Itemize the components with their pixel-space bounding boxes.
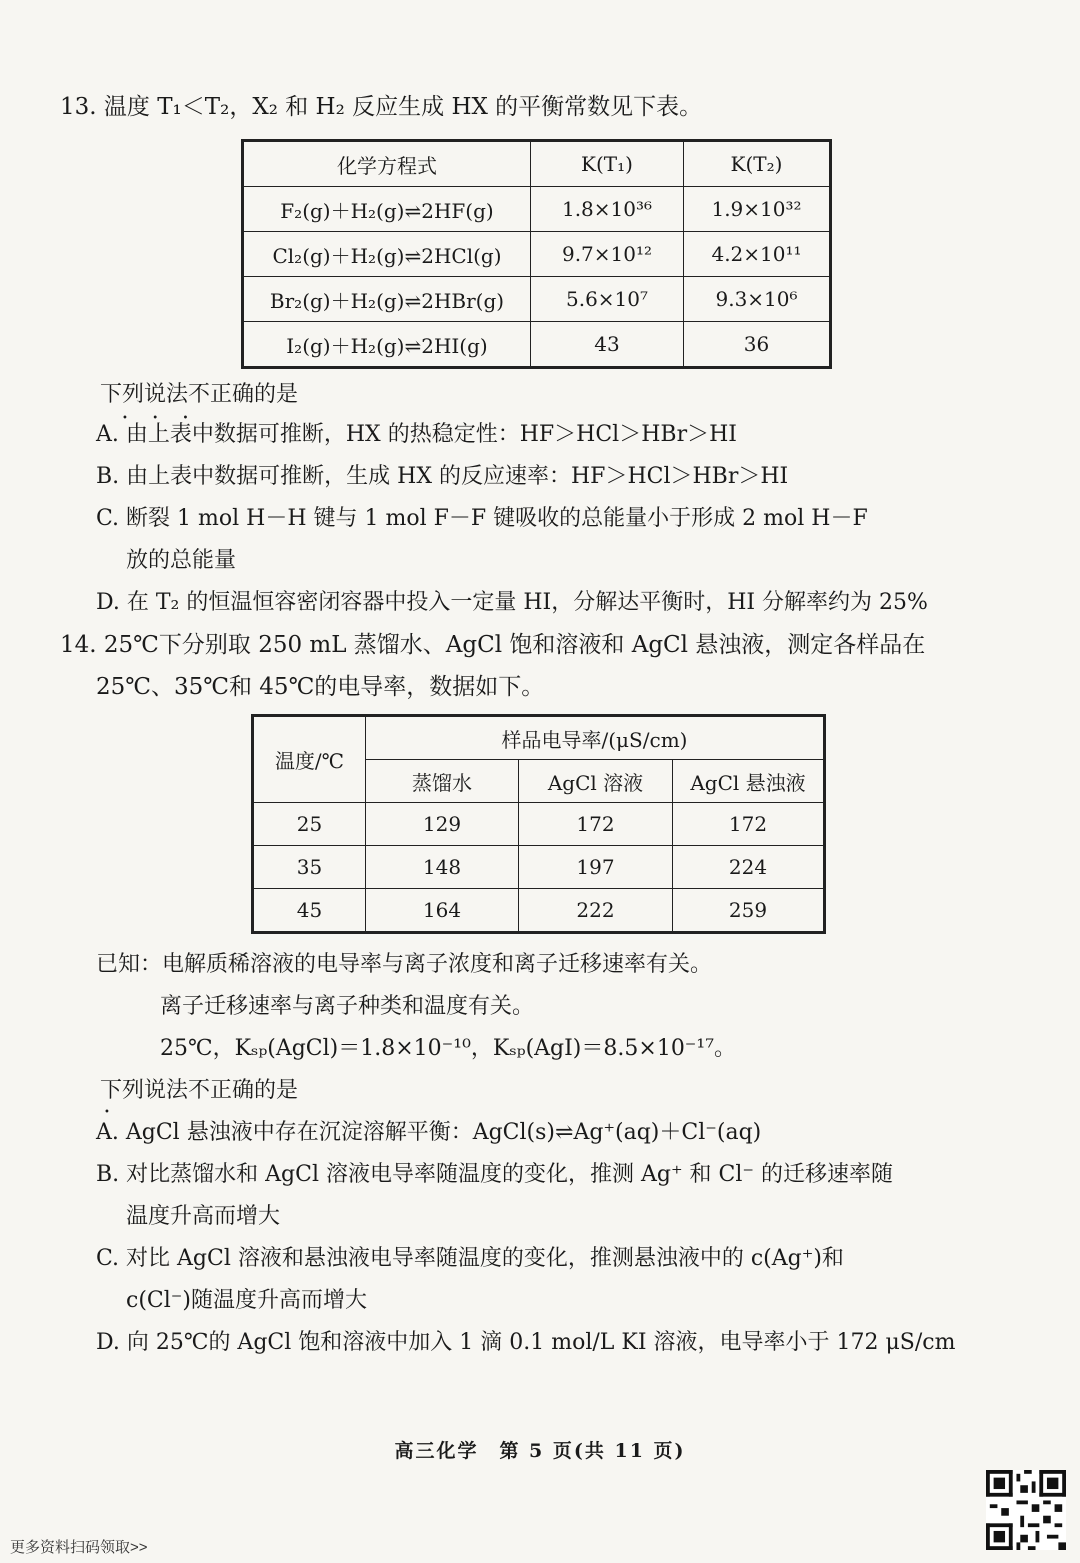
value-cell: 172 — [673, 803, 825, 846]
table-row — [243, 322, 831, 368]
value-cell: 222 — [519, 889, 673, 933]
q13-option-c-line2: 放的总能量 — [126, 548, 237, 573]
q14-prompt: 下列说法不正确的是 • — [100, 1076, 298, 1106]
k-t1-cell: 43 — [531, 322, 684, 368]
header-k-t1: K(T₁) — [531, 141, 684, 187]
qr-code-icon[interactable] — [986, 1470, 1066, 1550]
q14-option-b-line2: 温度升高而增大 — [126, 1204, 281, 1229]
temperature-cell: 45 — [253, 889, 366, 933]
value-cell: 148 — [366, 846, 519, 889]
table-row — [243, 187, 831, 232]
value-cell: 172 — [519, 803, 673, 846]
q13-table — [241, 139, 832, 369]
equation-cell: I₂(g)＋H₂(g)⇌2HI(g) — [243, 322, 531, 368]
table-header-row — [253, 716, 825, 760]
q13-option-b: B. 由上表中数据可推断，生成 HX 的反应速率：HF＞HCl＞HBr＞HI — [96, 464, 789, 489]
q14-option-a: A. AgCl 悬浊液中存在沉淀溶解平衡：AgCl(s)⇌Ag⁺(aq)＋Cl⁻(aq) — [96, 1120, 762, 1145]
k-t1-cell: 9.7×10¹² — [531, 232, 684, 277]
header-equation: 化学方程式 — [243, 141, 531, 187]
k-t2-cell: 36 — [684, 322, 831, 368]
value-cell: 224 — [673, 846, 825, 889]
table-row — [253, 889, 825, 933]
q14-option-c-line1: C. 对比 AgCl 溶液和悬浊液电导率随温度的变化，推测悬浊液中的 c(Ag⁺)和 — [96, 1246, 844, 1271]
q13-title: 13. 温度 T₁＜T₂，X₂ 和 H₂ 反应生成 HX 的平衡常数见下表。 — [60, 94, 703, 120]
q13-option-d: D. 在 T₂ 的恒温恒容密闭容器中投入一定量 HI，分解达平衡时，HI 分解率约为 25% — [96, 590, 928, 615]
q14-known-line2: 离子迁移速率与离子种类和温度有关。 — [160, 994, 535, 1019]
k-t1-cell: 5.6×10⁷ — [531, 277, 684, 322]
header-agcl-suspension: AgCl 悬浊液 — [673, 760, 825, 803]
q14-known-line1: 已知：电解质稀溶液的电导率与离子浓度和离子迁移速率有关。 — [96, 952, 713, 977]
equation-cell: Cl₂(g)＋H₂(g)⇌2HCl(g) — [243, 232, 531, 277]
q14-title-line1: 14. 25℃下分别取 250 mL 蒸馏水、AgCl 饱和溶液和 AgCl 悬浊液，测定各样品在 — [60, 632, 926, 658]
table-row — [243, 232, 831, 277]
header-temperature: 温度/℃ — [253, 716, 366, 803]
table-row — [243, 277, 831, 322]
q14-known-line3: 25℃，Kₛₚ(AgCl)＝1.8×10⁻¹⁰，Kₛₚ(AgI)＝8.5×10⁻¹⁷。 — [160, 1036, 737, 1061]
q14-option-b-line1: B. 对比蒸馏水和 AgCl 溶液电导率随温度的变化，推测 Ag⁺ 和 Cl⁻ 的迁移速率随 — [96, 1162, 894, 1187]
q14-option-c-line2: c(Cl⁻)随温度升高而增大 — [126, 1288, 367, 1313]
q14-title-line2: 25℃、35℃和 45℃的电导率，数据如下。 — [96, 674, 545, 700]
header-conductivity-group: 样品电导率/(μS/cm) — [366, 716, 825, 760]
k-t1-cell: 1.8×10³⁶ — [531, 187, 684, 232]
header-agcl-solution: AgCl 溶液 — [519, 760, 673, 803]
value-cell: 129 — [366, 803, 519, 846]
q13-prompt: 下列说法不正确的是 • • • — [100, 380, 298, 410]
table-row — [253, 846, 825, 889]
k-t2-cell: 1.9×10³² — [684, 187, 831, 232]
temperature-cell: 35 — [253, 846, 366, 889]
q14-option-d: D. 向 25℃的 AgCl 饱和溶液中加入 1 滴 0.1 mol/L KI 溶液，电导率小于 172 μS/cm — [96, 1330, 956, 1355]
q13-option-c-line1: C. 断裂 1 mol H－H 键与 1 mol F－F 键吸收的总能量小于形成 2 mol H－F — [96, 506, 868, 531]
value-cell: 164 — [366, 889, 519, 933]
q13-option-a: A. 由上表中数据可推断，HX 的热稳定性：HF＞HCl＞HBr＞HI — [96, 422, 737, 447]
k-t2-cell: 9.3×10⁶ — [684, 277, 831, 322]
q14-table — [251, 714, 826, 934]
table-row — [253, 803, 825, 846]
value-cell: 259 — [673, 889, 825, 933]
equation-cell: Br₂(g)＋H₂(g)⇌2HBr(g) — [243, 277, 531, 322]
temperature-cell: 25 — [253, 803, 366, 846]
k-t2-cell: 4.2×10¹¹ — [684, 232, 831, 277]
table-header-row — [243, 141, 831, 187]
value-cell: 197 — [519, 846, 673, 889]
equation-cell: F₂(g)＋H₂(g)⇌2HF(g) — [243, 187, 531, 232]
header-distilled-water: 蒸馏水 — [366, 760, 519, 803]
header-k-t2: K(T₂) — [684, 141, 831, 187]
page-footer: 高三化学 第 5 页(共 11 页) — [394, 1440, 686, 1462]
bottom-note[interactable]: 更多资料扫码领取>> — [10, 1539, 148, 1556]
